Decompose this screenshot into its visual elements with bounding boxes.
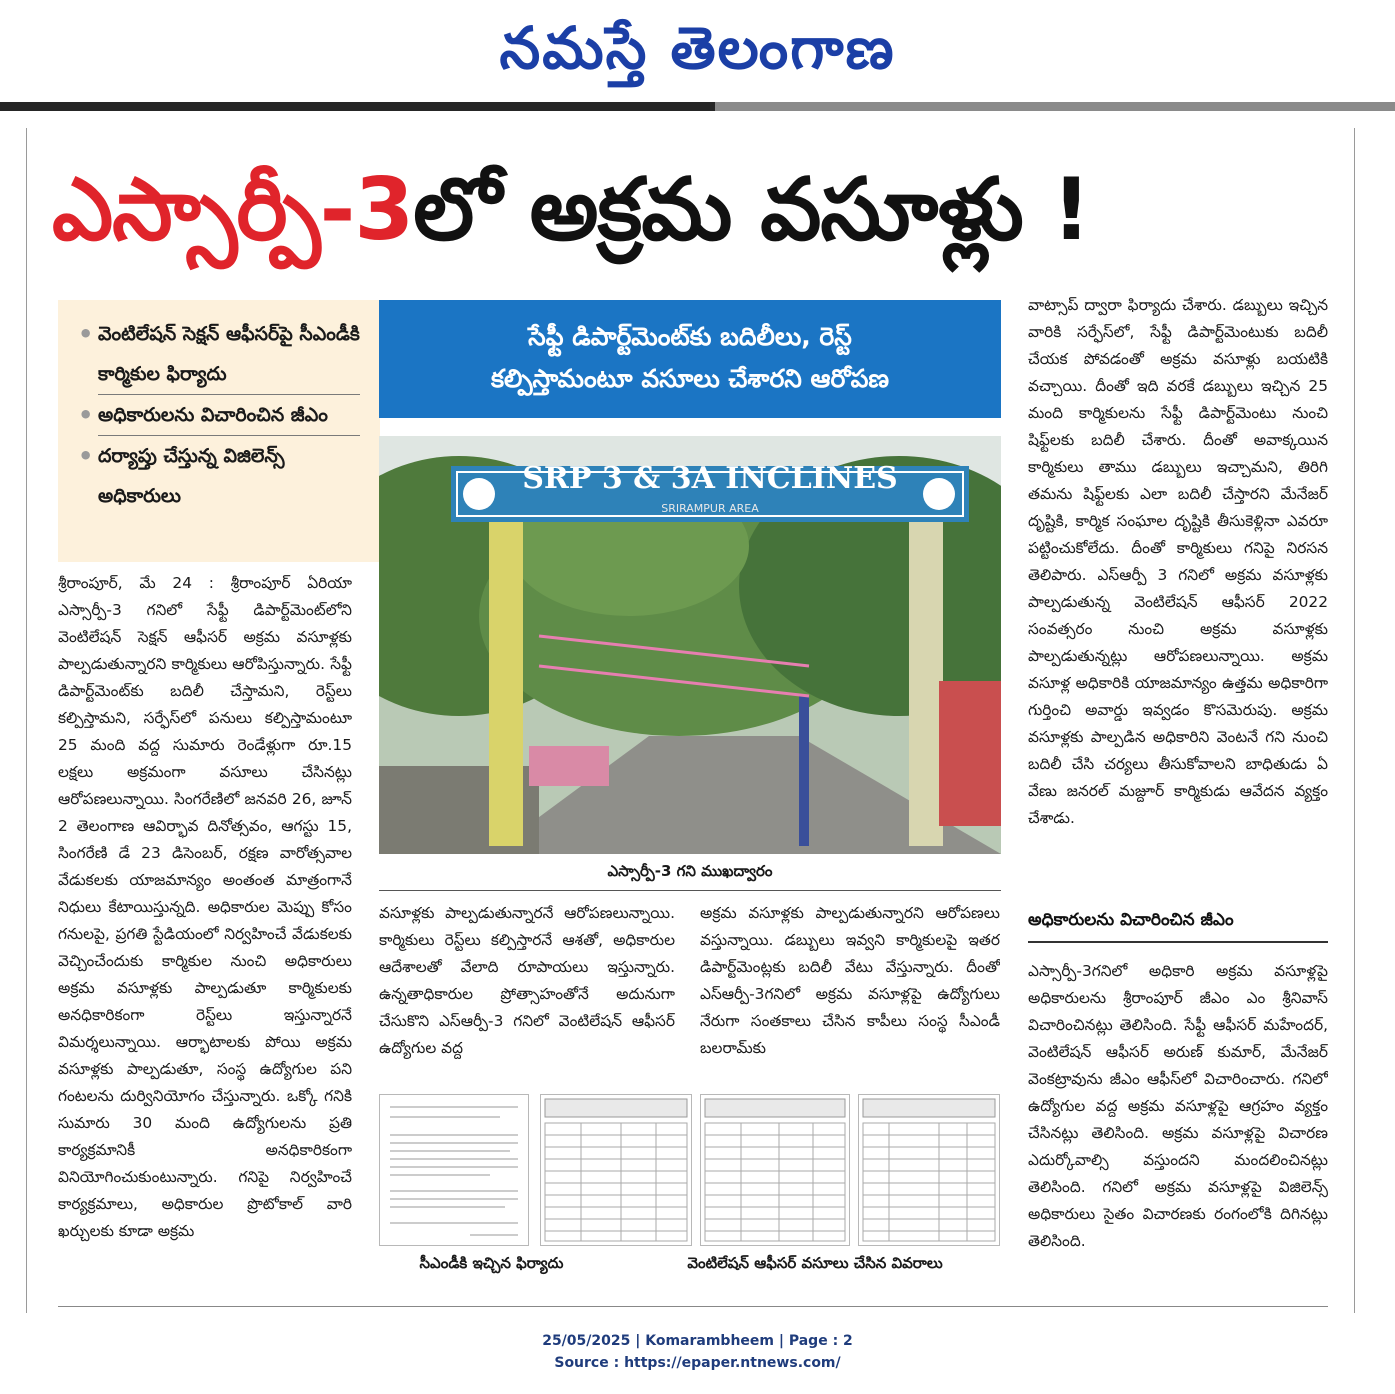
masthead bbox=[0, 0, 1395, 100]
article-column-3: అక్రమ వసూళ్లకు పాల్పడుతున్నారని ఆరోపణలు వస్తున్నాయి. డబ్బులు ఇవ్వని కార్మికులపై ఇతర డిపార్ట్‌మెంట్లకు బదిలీ వేటు వేస్తున్నారు. దీంతో ఎస్ఆర్పీ-3గనిలో అక్రమ వసూళ్లపై ఉద్యోగులు నేరుగా సంతకాలు చేసిన కాపీలు సంస్థ సీఎండీ బలరామ్‌కు bbox=[700, 904, 1000, 1057]
collection-table-thumbnail-3 bbox=[858, 1094, 1000, 1246]
footer-date-line: 25/05/2025 | Komarambheem | Page : 2 bbox=[542, 1333, 853, 1349]
photo-caption: ఎస్సార్పీ-3 గని ముఖద్వారం bbox=[607, 862, 773, 880]
highlights-box bbox=[58, 300, 380, 562]
masthead-rule-grey bbox=[715, 102, 1395, 111]
blue-box-line-2: కల్పిస్తామంటూ వసూలు చేశారని ఆరోపణ bbox=[490, 364, 890, 393]
masthead-rule-dark bbox=[0, 102, 715, 111]
photo-caption-rule bbox=[379, 890, 1001, 891]
collection-table-thumbnail-2 bbox=[700, 1094, 850, 1246]
entrance-sign-text: SRP 3 & 3A INCLINES bbox=[522, 461, 898, 496]
complaint-letter-thumbnail bbox=[379, 1094, 529, 1246]
left-page-border bbox=[26, 128, 27, 1313]
headline-red-part: ఎస్సార్పీ-3 bbox=[52, 160, 414, 260]
headline-black-part: లో అక్రమ వసూళ్లు ! bbox=[413, 160, 1090, 260]
blue-highlight-box bbox=[379, 300, 1001, 418]
article-column-4: వాట్సాప్ ద్వారా ఫిర్యాదు చేశారు. డబ్బులు ఇచ్చిన వారికి సర్ఫేస్‌లో, సేఫ్టీ డిపార్ట్‌మెంటుకు బదిలీ చేయక పోవడంతో అక్రమ వసూళ్లు బయటికి వచ్చాయి. దీంతో ఇది వరకే డబ్బులు ఇచ్చిన 25 మంది కార్మికులను సేఫ్టీ డిపార్ట్‌మెంటు నుంచి షిఫ్ట్‌లకు బదిలీ చేశారు. దీంతో అవాక్కయిన కార్మికులు తాము డబ్బులు ఇచ్చామని, తిరిగి తమను షిఫ్ట్‌లకు ఎలా బదిలీ చేస్తారని మేనేజర్ దృష్టికి, కార్మిక సంఘాల దృష్టికి తీసుకెళ్లినా ఎవరూ పట్టించుకోలేదు. దీంతో కార్మికులు గనిపై నిరసన తెలిపారు. ఎస్ఆర్పీ 3 గనిలో అక్రమ వసూళ్లకు పాల్పడుతున్న వెంటిలేషన్ ఆఫీసర్ 2022 సంవత్సరం నుంచి అక్రమ వసూళ్లకు పాల్పడుతున్నట్లు ఆరోపణలున్నాయి. అక్రమ వసూళ్ల అధికారికి యాజమాన్యం ఉత్తమ అధికారిగా గుర్తించి అవార్డు ఇవ్వడం కొసమెరుపు. అక్రమ వసూళ్లకు పాల్పడిన అధికారిని వెంటనే గని నుంచి బదిలీ చేసి చర్యలు తీసుకోవాలని బాధితుడు ఏ వేణు జనరల్ మజ్దూర్ కార్మికుడు ఆవేదన వ్యక్తం చేశాడు. bbox=[1028, 296, 1328, 827]
letter-illustration bbox=[380, 1095, 528, 1245]
collection-table-thumbnail-1 bbox=[540, 1094, 692, 1246]
subheading-underline bbox=[1028, 941, 1328, 943]
footer bbox=[0, 1330, 1395, 1374]
highlight-item: • వెంటిలేషన్ సెక్షన్ ఆఫీసర్‌పై సీఎండీకి కార్మికుల ఫిర్యాదు bbox=[82, 314, 370, 394]
mine-entrance-photo bbox=[379, 436, 1001, 854]
table-illustration bbox=[701, 1095, 849, 1245]
entrance-sign-subtext: SRIRAMPUR AREA bbox=[661, 502, 759, 515]
complaint-caption: సీఎండీకి ఇచ్చిన ఫిర్యాదు bbox=[419, 1254, 564, 1272]
article-column-2: వసూళ్లకు పాల్పడుతున్నారనే ఆరోపణలున్నాయి. కార్మికులు రెస్ట్‌లు కల్పిస్తారనే ఆశతో, అధికారుల ఆదేశాలతో వేలాది రూపాయలు ఇస్తున్నారు. ఉన్నతాధికారుల ప్రోత్సాహంతోనే అదునుగా చేసుకొని ఎస్ఆర్పీ-3 గనిలో వెంటిలేషన్ ఆఫీసర్ ఉద్యోగుల వద్ద bbox=[379, 904, 675, 1057]
article-column-4-continued: ఎస్సార్పీ-3గనిలో అధికారి అక్రమ వసూళ్లపై అధికారులను శ్రీరాంపూర్ జీఎం ఎం శ్రీనివాస్ విచారించినట్లు తెలిసింది. సేఫ్టీ ఆఫీసర్ మహేందర్, వెంటిలేషన్ ఆఫీసర్ అరుణ్ కుమార్, మేనేజర్ వెంకట్రావును జీఎం ఆఫీస్‌లో విచారించారు. గనిలో ఉద్యోగుల వద్ద అక్రమ వసూళ్లపై ఆగ్రహం వ్యక్తం చేసినట్లు తెలిసింది. అక్రమ వసూళ్లపై విచారణ ఎదుర్కోవాల్సి వస్తుందని మందలించినట్లు తెలిసింది. గనిలో అక్రమ వసూళ్లపై విజిలెన్స్ అధికారులు సైతం విచారణకు రంగంలోకి దిగినట్లు తెలిసింది. bbox=[1028, 962, 1328, 1250]
highlight-item: • దర్యాప్తు చేస్తున్న విజిలెన్స్ అధికారులు bbox=[82, 436, 370, 516]
highlight-item: • అధికారులను విచారించిన జీఎం bbox=[82, 395, 370, 435]
article-column-1: శ్రీరాంపూర్, మే 24 : శ్రీరాంపూర్ ఏరియా ఎస్సార్పీ-3 గనిలో సేఫ్టీ డిపార్ట్‌మెంట్‌లోని వెంటిలేషన్ సెక్షన్ ఆఫీసర్ అక్రమ వసూళ్లకు పాల్పడుతున్నారని కార్మికులు ఆరోపిస్తున్నారు. సేఫ్టీ డిపార్ట్‌మెంట్‌కు బదిలీ చేస్తామని, రెస్ట్‌లు కల్పిస్తామని, సర్ఫేస్‌లో పనులు కల్పిస్తామంటూ 25 మంది వద్ద సుమారు రెండేళ్లుగా రూ.15 లక్షలు అక్రమంగా వసూలు చేసినట్లు ఆరోపణలున్నాయి. సింగరేణిలో జనవరి 26, జూన్ 2 తెలంగాణ ఆవిర్భావ దినోత్సవం, ఆగస్టు 15, సింగరేణి డే 23 డిసెంబర్, రక్షణ వారోత్సవాల వేడుకలకు యాజమాన్యం అంతంత మాత్రంగానే నిధులు కేటాయిస్తున్నది. అధికారుల మెప్పు కోసం గనులపై, ప్రగతి స్టేడియంలో నిర్వహించే వేడుకలకు వెచ్చించేందుకు కార్మికుల నుంచి అధికారులు అక్రమ వసూళ్లకు పాల్పడుతూ కార్మికులకు అనధికారికంగా రెస్ట్‌లు ఇస్తున్నారనే విమర్శలున్నాయి. ఆర్భాటాలకు పోయి అక్రమ వసూళ్లకు పాల్పడుతూ, సంస్థ ఉద్యోగుల పని గంటలను దుర్వినియోగం చేస్తున్నారు. ఒక్కో గనికి సుమారు 30 మంది ఉద్యోగులను ప్రతి కార్యక్రమానికీ అనధికారికంగా వినియోగించుకుంటున్నారు. గనిపై నిర్వహించే కార్యక్రమాలు, అధికారుల ప్రొటోకాల్ వారి ఖర్చులకు కూడా అక్రమ bbox=[58, 574, 352, 1240]
collections-caption: వెంటిలేషన్ ఆఫీసర్ వసూలు చేసిన వివరాలు bbox=[687, 1254, 943, 1272]
masthead-logo: నమస్తే తెలంగాణ bbox=[499, 14, 896, 82]
article-bottom-rule bbox=[58, 1306, 1328, 1307]
table-illustration bbox=[859, 1095, 999, 1245]
table-illustration bbox=[541, 1095, 691, 1245]
right-column-border bbox=[1354, 128, 1355, 1313]
footer-source-line: Source : https://epaper.ntnews.com/ bbox=[554, 1355, 841, 1371]
blue-box-line-1: సేఫ్టీ డిపార్ట్‌మెంట్‌కు బదిలీలు, రెస్ట్ bbox=[528, 322, 852, 351]
column-4-subheading: అధికారులను విచారించిన జీఎం bbox=[1028, 910, 1234, 930]
mine-entrance-illustration bbox=[379, 436, 1001, 854]
headline bbox=[52, 150, 1342, 270]
